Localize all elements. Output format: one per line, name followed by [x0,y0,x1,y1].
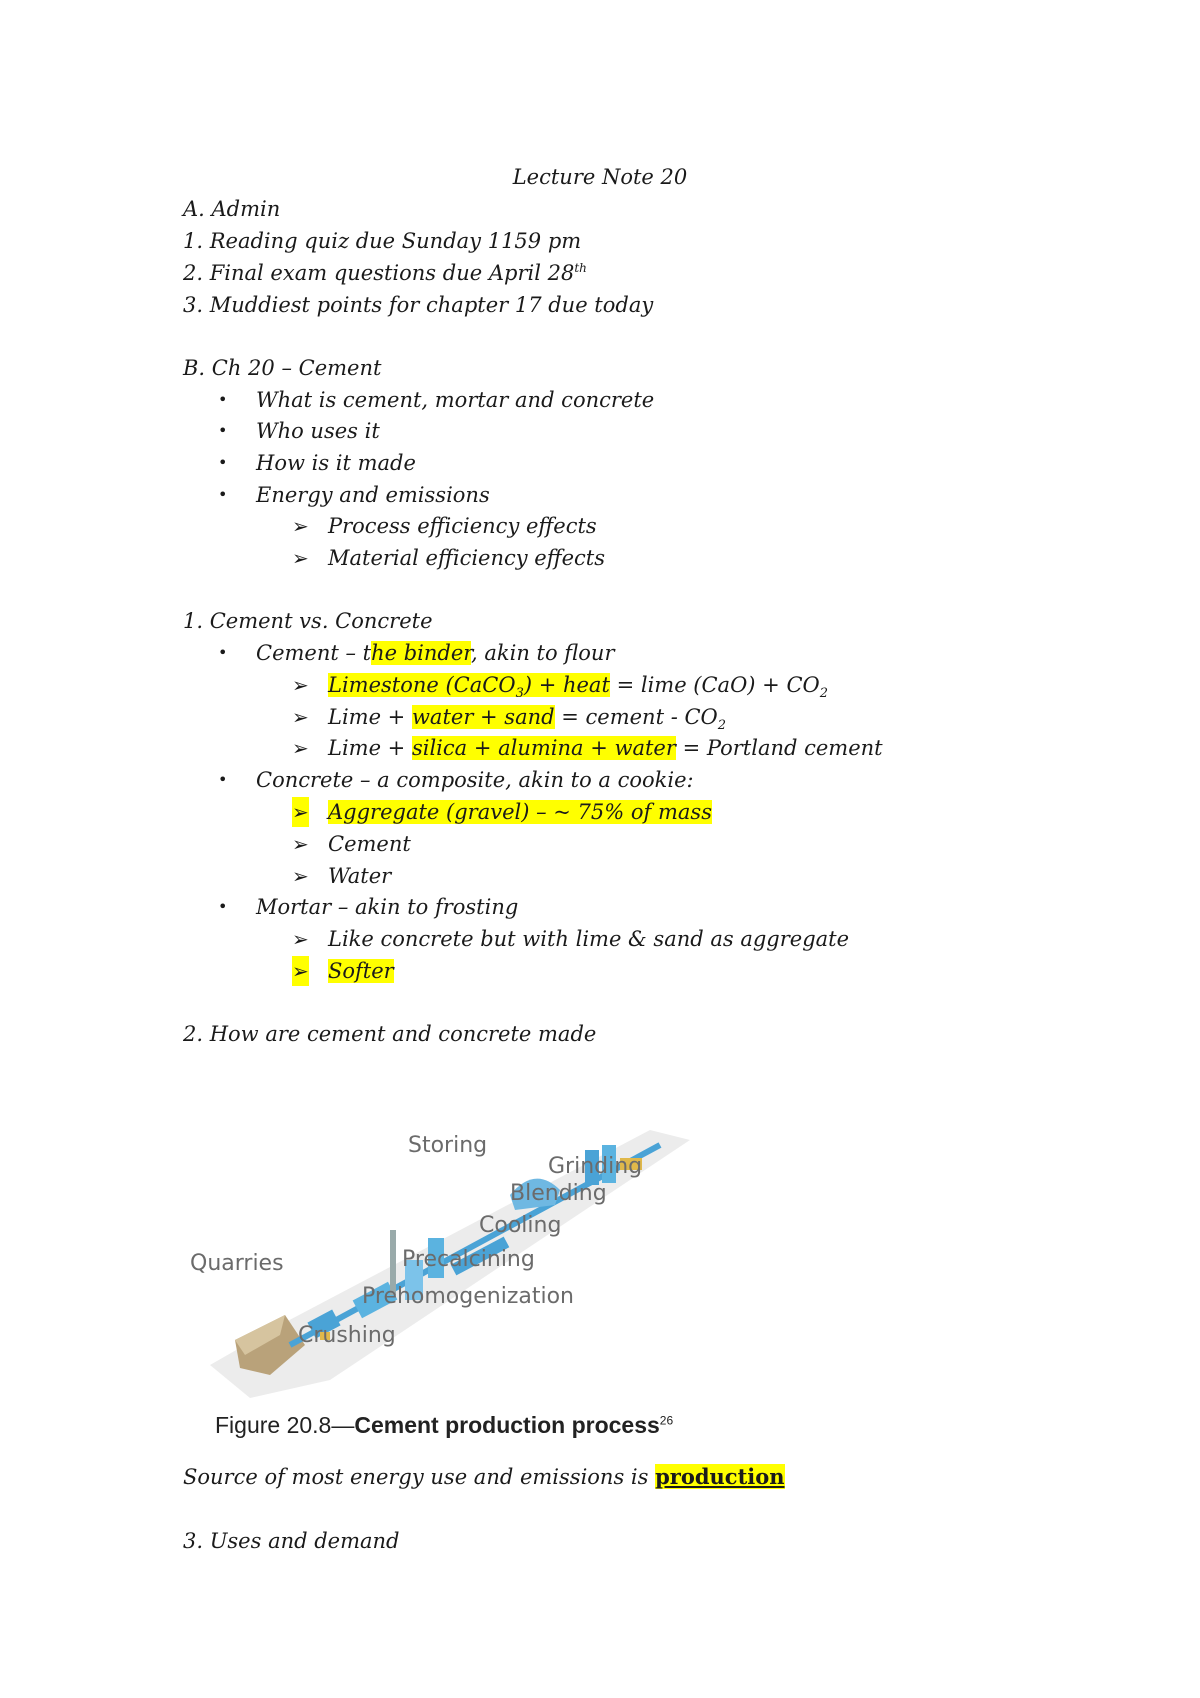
figure-label-precalcining: Precalcining [402,1247,535,1272]
cement-definition: Cement – the binder, akin to flour [256,641,615,665]
chapter-sub-1: Process efficiency effects [328,514,597,538]
concrete-line-1: Aggregate (gravel) – ~ 75% of mass [328,800,712,824]
arrow-bullet-icon: ➢ [292,956,309,986]
bullet-icon: • [218,643,228,662]
chapter-bullet-1: What is cement, mortar and concrete [256,388,655,412]
bullet-icon: • [218,453,228,472]
cement-production-figure [190,1110,710,1410]
mortar-line-1: Like concrete but with lime & sand as aggregate [328,927,850,951]
concrete-definition: Concrete – a composite, akin to a cookie: [256,768,694,792]
admin-item-3: 3. Muddiest points for chapter 17 due today [183,293,654,317]
chapter-sub-2: Material efficiency effects [328,546,606,570]
admin-heading: A. Admin [183,197,281,221]
chapter-heading: B. Ch 20 – Cement [183,356,382,380]
cement-line-2: Lime + water + sand = cement - $CO_2$ [328,705,727,734]
arrow-bullet-icon: ➢ [292,514,309,538]
bullet-icon: • [218,421,228,440]
admin-item-1: 1. Reading quiz due Sunday 1159 pm [183,229,582,253]
figure-label-blending: Blending [510,1181,607,1206]
chapter-bullet-3: How is it made [256,451,416,475]
arrow-bullet-icon: ➢ [292,927,309,951]
cement-line-3: Lime + silica + alumina + water = Portland cement [328,736,883,760]
arrow-bullet-icon: ➢ [292,546,309,570]
figure-label-storing: Storing [408,1133,488,1158]
cement-line-1: Limestone (CaCO$_3$) + heat = lime $(CaO) + CO_2$ [328,673,829,702]
bullet-icon: • [218,897,228,916]
bullet-icon: • [218,485,228,504]
concrete-line-2: Cement [328,832,411,856]
page-title: Lecture Note 20 [512,165,688,189]
bullet-icon: • [218,390,228,409]
source-line: Source of most energy use and emissions is production [183,1464,785,1489]
admin-item-2: 2. Final exam questions due April 28th [183,261,587,285]
arrow-bullet-icon: ➢ [292,864,309,888]
figure-label-grinding: Grinding [548,1154,643,1179]
figure-label-cooling: Cooling [479,1213,562,1238]
figure-caption: Figure 20.8—Cement production process$^{26}$ [215,1412,674,1438]
arrow-bullet-icon: ➢ [292,673,309,697]
arrow-bullet-icon: ➢ [292,797,309,827]
chapter-bullet-2: Who uses it [256,419,380,443]
concrete-line-3: Water [328,864,392,888]
arrow-bullet-icon: ➢ [292,832,309,856]
section1-heading: 1. Cement vs. Concrete [183,609,433,633]
mortar-definition: Mortar – akin to frosting [256,895,519,919]
figure-label-quarries: Quarries [190,1251,284,1276]
figure-label-prehomogenization: Prehomogenization [362,1284,574,1309]
section3-heading: 3. Uses and demand [183,1529,400,1553]
figure-label-crushing: Crushing [298,1323,396,1348]
bullet-icon: • [218,770,228,789]
section2-heading: 2. How are cement and concrete made [183,1022,597,1046]
mortar-line-2: Softer [328,959,394,983]
chapter-bullet-4: Energy and emissions [256,483,490,507]
arrow-bullet-icon: ➢ [292,736,309,760]
arrow-bullet-icon: ➢ [292,705,309,729]
